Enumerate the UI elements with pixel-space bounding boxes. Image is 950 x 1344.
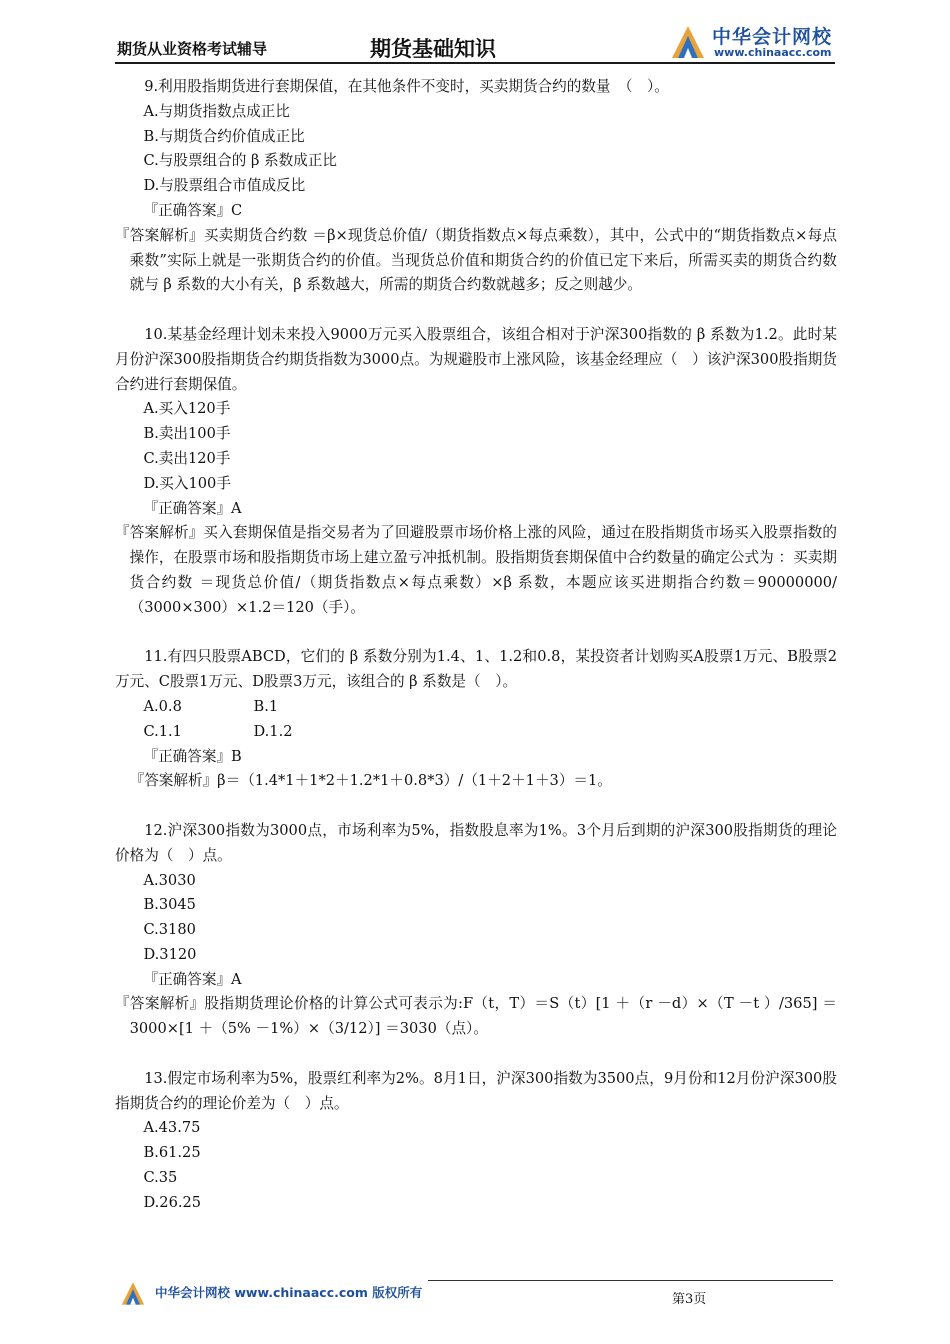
triangle-logo-icon (668, 20, 708, 60)
correct-answer: 『正确答案』B (143, 747, 242, 765)
question-10 (115, 323, 837, 621)
option-b: B.61.25 (143, 1144, 201, 1162)
question-9 (115, 75, 837, 298)
option-a: A.3030 (143, 871, 196, 889)
triangle-logo-icon (118, 1278, 148, 1306)
question-12 (115, 819, 837, 1042)
option-a: A.与期货指数点成正比 (143, 102, 290, 120)
correct-answer: 『正确答案』A (143, 970, 242, 988)
answer-analysis: 『答案解析』β＝（1.4*1＋1*2＋1.2*1＋0.8*3）/（1＋2＋1＋3）＝1。 (129, 772, 612, 790)
option-b: B.与期货合约价值成正比 (143, 127, 305, 145)
option-c: C.3180 (143, 921, 196, 939)
page-header (0, 0, 950, 70)
header-logo[interactable] (668, 18, 843, 62)
footer-copyright: 中华会计网校 www.chinaacc.com 版权所有 (155, 1285, 423, 1300)
option-a: A.买入120手 (143, 400, 231, 418)
question-list (115, 75, 837, 1216)
option-d: D.26.25 (143, 1193, 202, 1211)
header-divider (115, 62, 835, 64)
answer-analysis: 『答案解析』股指期货理论价格的计算公式可表示为:F（t，T）＝S（t）[1 ＋（r －d）×（T －t ）/365] ＝3000×[1 ＋（5% －1%）×（3/12）] ＝3030（点）。 (115, 995, 837, 1038)
option-row (115, 695, 837, 720)
option-row (115, 720, 837, 745)
page-footer (0, 1270, 950, 1330)
header-center-title: 期货基础知识 (370, 37, 496, 61)
spacer (115, 794, 837, 819)
option-d: D.与股票组合市值成反比 (143, 177, 306, 195)
logo-name: 中华会计网校 (712, 26, 833, 48)
question-stem: 12.沪深300指数为3000点，市场利率为5%，指数股息率为1%。3个月后到期的沪深300股指期货的理论价格为（ ）点。 (115, 821, 837, 864)
question-stem: 10.某基金经理计划未来投入9000万元买入股票组合，该组合相对于沪深300指数的 β 系数为1.2。此时某月份沪深300股指期货合约期货指数为3000点。为规避股市上涨风险，该基金经理应（ ）该沪深300股指期货合约进行套期保值。 (115, 325, 837, 393)
question-stem: 9.利用股指期货进行套期保值，在其他条件不变时，买卖期货合约的数量 （ ）。 (144, 78, 669, 95)
option-d: D.1.2 (253, 722, 293, 740)
answer-analysis: 『答案解析』买入套期保值是指交易者为了回避股票市场价格上涨的风险，通过在股指期货市场买入股票指数的操作，在股票市场和股指期货市场上建立盈亏冲抵机制。股指期货套期保值中合约数量的确定公式为 ：买卖期货合约数 ＝现货总价值/（期货指数点×每点乘数）×β 系数，本题应该买进期指合约数＝90000000/（3000×300）×1.2＝120（手）。 (115, 524, 837, 616)
option-b: B.3045 (143, 896, 196, 914)
question-13 (115, 1067, 837, 1216)
question-stem: 13.假定市场利率为5%，股票红利率为2%。8月1日，沪深300指数为3500点，9月份和12月份沪深300股指期货合约的理论价差为（ ）点。 (115, 1069, 837, 1112)
correct-answer: 『正确答案』C (143, 201, 243, 219)
option-c: C.与股票组合的 β 系数成正比 (143, 152, 338, 170)
option-d: D.买入100手 (143, 474, 231, 492)
option-c: C.35 (143, 1169, 178, 1187)
option-d: D.3120 (143, 945, 197, 963)
question-stem: 11.有四只股票ABCD，它们的 β 系数分别为1.4、1、1.2和0.8，某投资者计划购买A股票1万元、B股票2万元、C股票1万元、D股票3万元，该组合的 β 系数是（ ）。 (115, 648, 837, 691)
spacer (115, 298, 837, 323)
option-c: C.卖出120手 (143, 449, 231, 467)
question-11 (115, 645, 837, 794)
option-b: B.1 (253, 697, 279, 715)
spacer (115, 621, 837, 646)
option-b: B.卖出100手 (143, 425, 231, 443)
logo-url: www.chinaacc.com (714, 46, 832, 59)
correct-answer: 『正确答案』A (143, 499, 242, 517)
option-a: A.0.8 (143, 697, 182, 715)
footer-divider (428, 1280, 833, 1281)
option-c: C.1.1 (143, 722, 182, 740)
answer-analysis: 『答案解析』买卖期货合约数 ＝β×现货总价值/（期货指数点×每点乘数），其中，公式中的“期货指数点×每点乘数”实际上就是一张期货合约的价值。当现货总价值和期货合约的价值已定下来后，所需买卖的期货合约数就与 β 系数的大小有关，β 系数越大，所需的期货合约数就越多；反之则越少。 (115, 226, 837, 294)
spacer (115, 1042, 837, 1067)
header-left-title: 期货从业资格考试辅导 (117, 40, 268, 58)
page-number: 第3页 (672, 1292, 707, 1307)
option-a: A.43.75 (143, 1119, 201, 1137)
